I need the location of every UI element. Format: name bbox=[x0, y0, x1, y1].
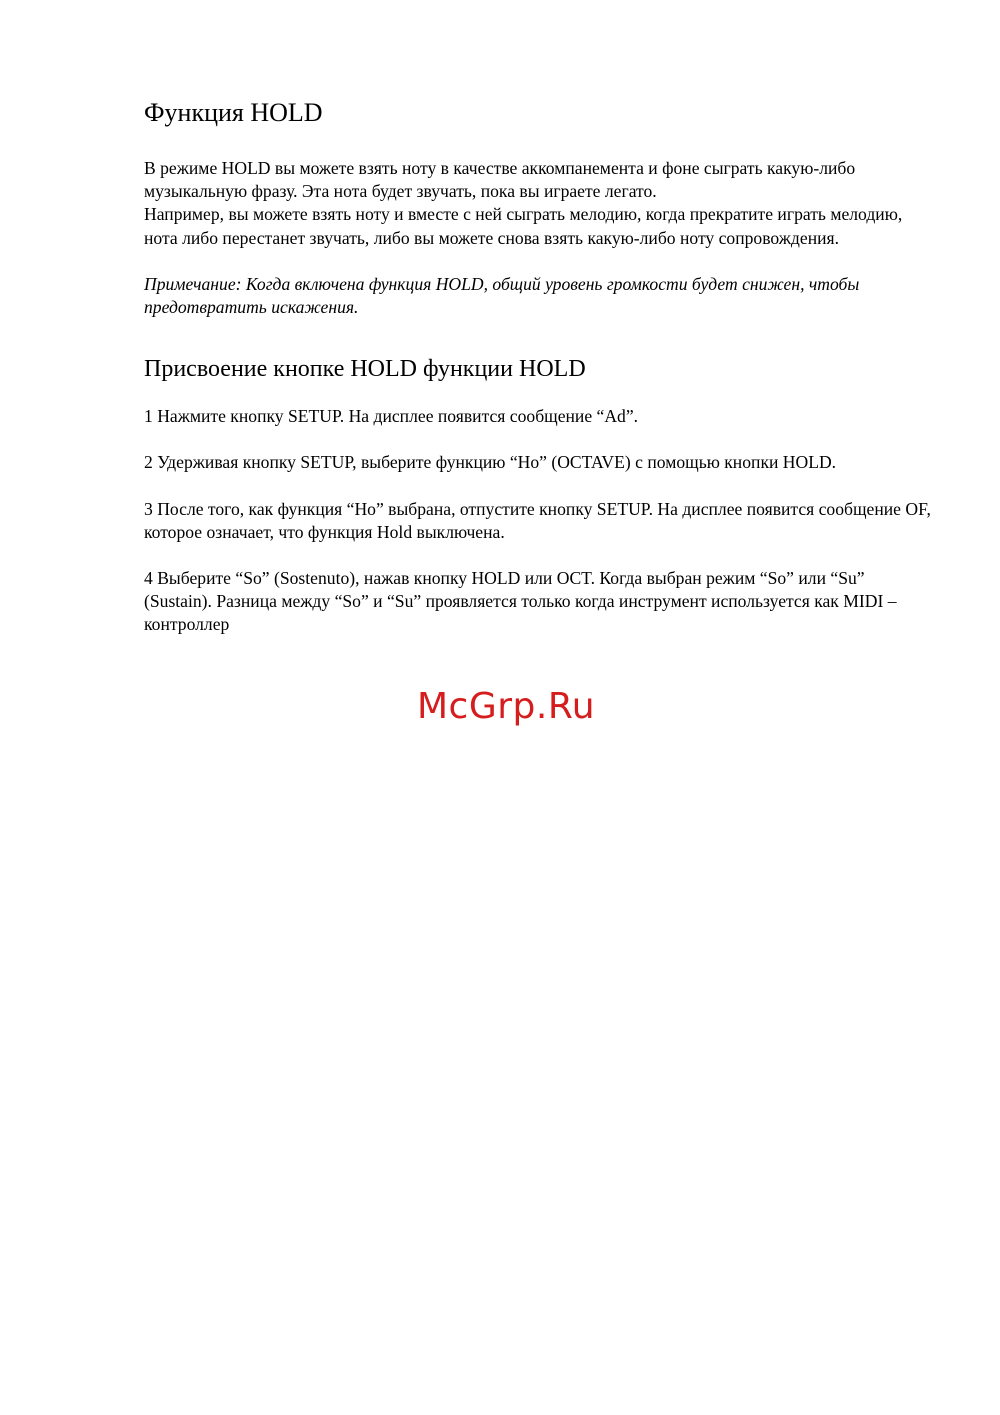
watermark-logo: McGrp.Ru bbox=[416, 686, 596, 727]
page-title: Функция HOLD bbox=[144, 98, 323, 127]
section-title: Присвоение кнопке HOLD функции HOLD bbox=[144, 356, 586, 383]
document-page bbox=[144, 96, 934, 660]
intro-paragraph-1: В режиме HOLD вы можете взять ноту в качестве аккомпанемента и фоне сыграть какую-либо музыкальную фразу. Эта нота будет звучать, пока вы играете легато. bbox=[144, 158, 856, 202]
step-item: 1 Нажмите кнопку SETUP. На дисплее появится сообщение “Ad”. bbox=[144, 406, 639, 427]
step-item: 4 Выберите “So” (Sostenuto), нажав кнопку HOLD или OCT. Когда выбран режим “So” или “Su” (Sustain). Разница между “So” и “Su” проявляется только когда инструмент используется как MIDI – контроллер bbox=[144, 568, 897, 635]
step-item: 2 Удерживая кнопку SETUP, выберите функцию “Ho” (OCTAVE) с помощью кнопки HOLD. bbox=[144, 452, 837, 473]
note-paragraph: Примечание: Когда включена функция HOLD, общий уровень громкости будет снижен, чтобы предотвратить искажения. bbox=[144, 273, 860, 318]
intro-paragraph-2: Например, вы можете взять ноту и вместе с ней сыграть мелодию, когда прекратите играть мелодию, нота либо перестанет звучать, либо вы можете снова взять какую-либо ноту сопровождения. bbox=[144, 204, 903, 248]
step-item: 3 После того, как функция “Ho” выбрана, отпустите кнопку SETUP. На дисплее появится сообщение OF, которое означает, что функция Hold выключена. bbox=[144, 498, 931, 542]
